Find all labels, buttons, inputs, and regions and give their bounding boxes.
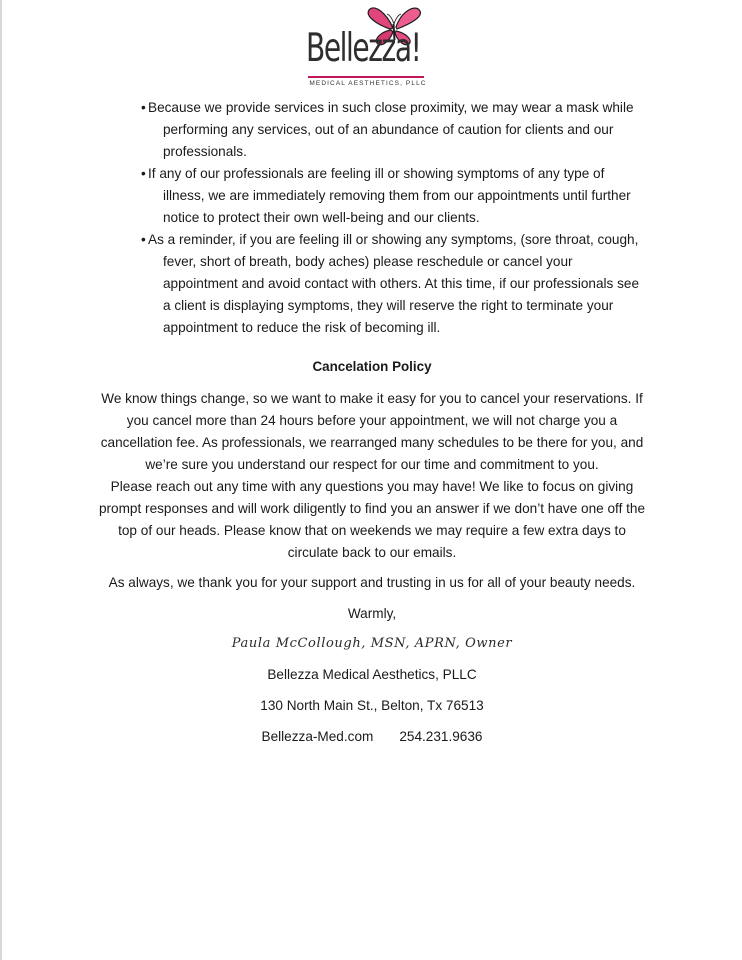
salutation: Warmly, [347,606,397,621]
bullet-text: • If any of our professionals are feeling ill or showing symptoms of any type of illness, we are immediately removing them from our appointments until further notice to protect their own well-being and our clients. [148,166,631,225]
thank-you-paragraph: As always, we thank you for your support and trusting in us for all of your beauty needs. [108,575,636,590]
bullet-item [140,163,640,229]
policy-paragraph: We know things change, so we want to make it easy for you to cancel your reservations. If you cancel more than 24 hours before your appointment, we will not charge you a cancellation fee. As professionals, we rearranged many schedules to be there for you, and we’re sure you understand our respect for our time and commitment to you. [100,391,644,472]
policy-heading: Cancelation Policy [312,359,432,374]
page-edge [0,0,2,960]
cancellation-policy-section [98,356,646,748]
logo-wordmark: Bellezza! [306,26,421,71]
bullet-text: • Because we provide services in such close proximity, we may wear a mask while performing any services, out of an abundance of caution for clients and our professionals. [148,100,634,159]
website-link[interactable]: Bellezza-Med.com [261,729,374,744]
company-address: 130 North Main St., Belton, Tx 76513 [260,698,484,713]
policy-paragraph: Please reach out any time with any questions you may have! We like to focus on giving prompt responses and will work diligently to find you an answer if we don’t have one off the top of our heads. Please know that on weekends we may require a few extra days to circulate back to our emails. [98,479,646,560]
logo-divider [308,76,424,78]
safety-bullet-list [140,97,640,339]
phone-number[interactable]: 254.231.9636 [399,729,483,744]
logo-subtitle: MEDICAL AESTHETICS, PLLC [309,80,427,87]
bullet-text: • As a reminder, if you are feeling ill or showing any symptoms, (sore throat, cough, fever, short of breath, body aches) please reschedule or cancel your appointment and avoid contact with others. At this time, if our professionals see a client is displaying symptoms, they will reserve the right to terminate your appointment to reduce the risk of becoming ill. [148,232,640,335]
bullet-item [140,97,640,163]
bullet-item [140,229,640,339]
company-name: Bellezza Medical Aesthetics, PLLC [267,667,477,682]
contact-row [98,726,646,748]
brand-logo [300,0,440,92]
signature: Paula McCollough, MSN, APRN, Owner [231,636,513,651]
